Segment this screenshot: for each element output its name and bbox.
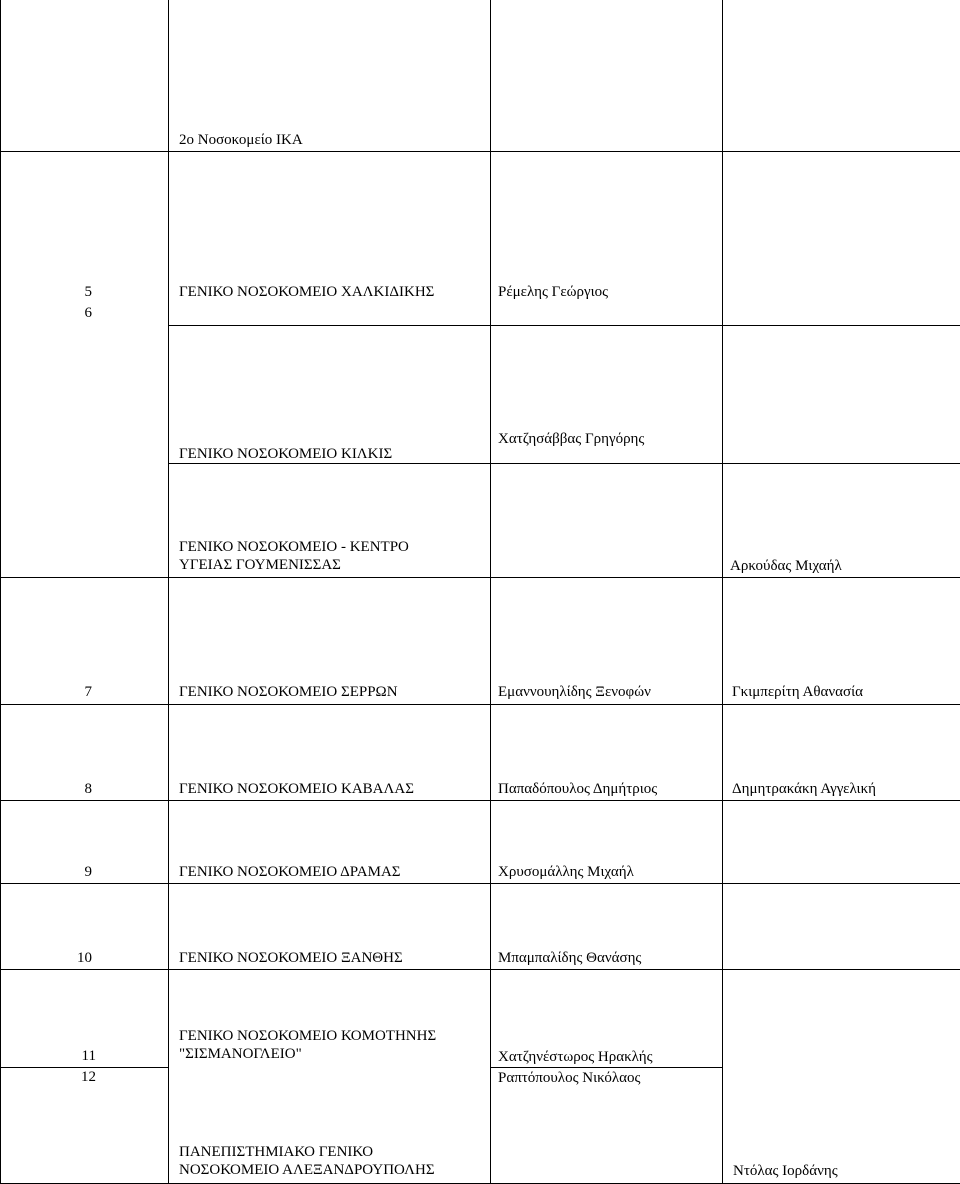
row-divider [0,969,960,970]
row-number: 10 [77,950,92,966]
hospital-name: ΓΕΝΙΚΟ ΝΟΣΟΚΟΜΕΙΟ ΚΟΜΟΤΗΝΗΣ [179,1028,437,1044]
director-name: Μπαμπαλίδης Θανάσης [498,950,642,966]
col-divider [722,0,723,1184]
row-number: 7 [84,684,92,700]
row-number: 6 [84,305,92,321]
deputy-name: Δημητρακάκη Αγγελική [732,781,876,797]
row-divider [0,883,960,884]
row-number: 12 [81,1069,96,1085]
director-name: Χατζησάββας Γρηγόρης [498,431,645,447]
row-number: 5 [84,284,92,300]
row-number: 9 [84,864,92,880]
director-name: Εμαννουηλίδης Ξενοφών [498,684,651,700]
row-divider [0,704,960,705]
hospital-name-line2: ΝΟΣΟΚΟΜΕΙΟ ΑΛΕΞΑΝΔΡΟΥΠΟΛΗΣ [179,1162,435,1178]
row-number: 11 [81,1048,96,1064]
col-divider [490,0,491,1184]
col-divider [168,0,169,1184]
hospital-name: ΠΑΝΕΠΙΣΤΗΜΙΑΚΟ ΓΕΝΙΚΟ [179,1144,374,1160]
hospital-name: ΓΕΝΙΚΟ ΝΟΣΟΚΟΜΕΙΟ ΚΙΛΚΙΣ [179,446,393,462]
deputy-name: Γκιμπερίτη Αθανασία [732,684,863,700]
hospital-name: ΓΕΝΙΚΟ ΝΟΣΟΚΟΜΕΙΟ ΧΑΛΚΙΔΙΚΗΣ [179,284,435,300]
director-name-line2: Ραπτόπουλος Νικόλαος [498,1070,641,1086]
hospital-name: ΓΕΝΙΚΟ ΝΟΣΟΚΟΜΕΙΟ ΣΕΡΡΩΝ [179,684,398,700]
deputy-name: Ντόλας Ιορδάνης [733,1163,838,1179]
row-divider [168,325,960,326]
hospital-name: ΓΕΝΙΚΟ ΝΟΣΟΚΟΜΕΙΟ - ΚΕΝΤΡΟ [179,539,409,555]
director-name: Χρυσομάλλης Μιχαήλ [498,864,634,880]
row-divider [0,577,960,578]
hospital-name: ΓΕΝΙΚΟ ΝΟΣΟΚΟΜΕΙΟ ΞΑΝΘΗΣ [179,950,403,966]
hospital-name-line2: "ΣΙΣΜΑΝΟΓΛΕΙΟ" [179,1046,302,1062]
row-divider [0,800,960,801]
deputy-name: Αρκούδας Μιχαήλ [730,558,842,574]
director-name: Ρέμελης Γεώργιος [498,284,609,300]
director-name: Παπαδόπουλος Δημήτριος [498,781,658,797]
row-number: 8 [84,781,92,797]
row-divider [490,1067,722,1068]
hospital-name: ΓΕΝΙΚΟ ΝΟΣΟΚΟΜΕΙΟ ΚΑΒΑΛΑΣ [179,781,414,797]
hospital-name: 2ο Νοσοκομείο ΙΚΑ [179,132,303,148]
row-divider [168,463,960,464]
col-divider [0,0,1,1184]
row-divider [0,151,960,152]
hospital-name-line2: ΥΓΕΙΑΣ ΓΟΥΜΕΝΙΣΣΑΣ [179,557,341,573]
director-name: Χατζηνέστωρος Ηρακλής [498,1049,653,1065]
hospital-name: ΓΕΝΙΚΟ ΝΟΣΟΚΟΜΕΙΟ ΔΡΑΜΑΣ [179,864,401,880]
